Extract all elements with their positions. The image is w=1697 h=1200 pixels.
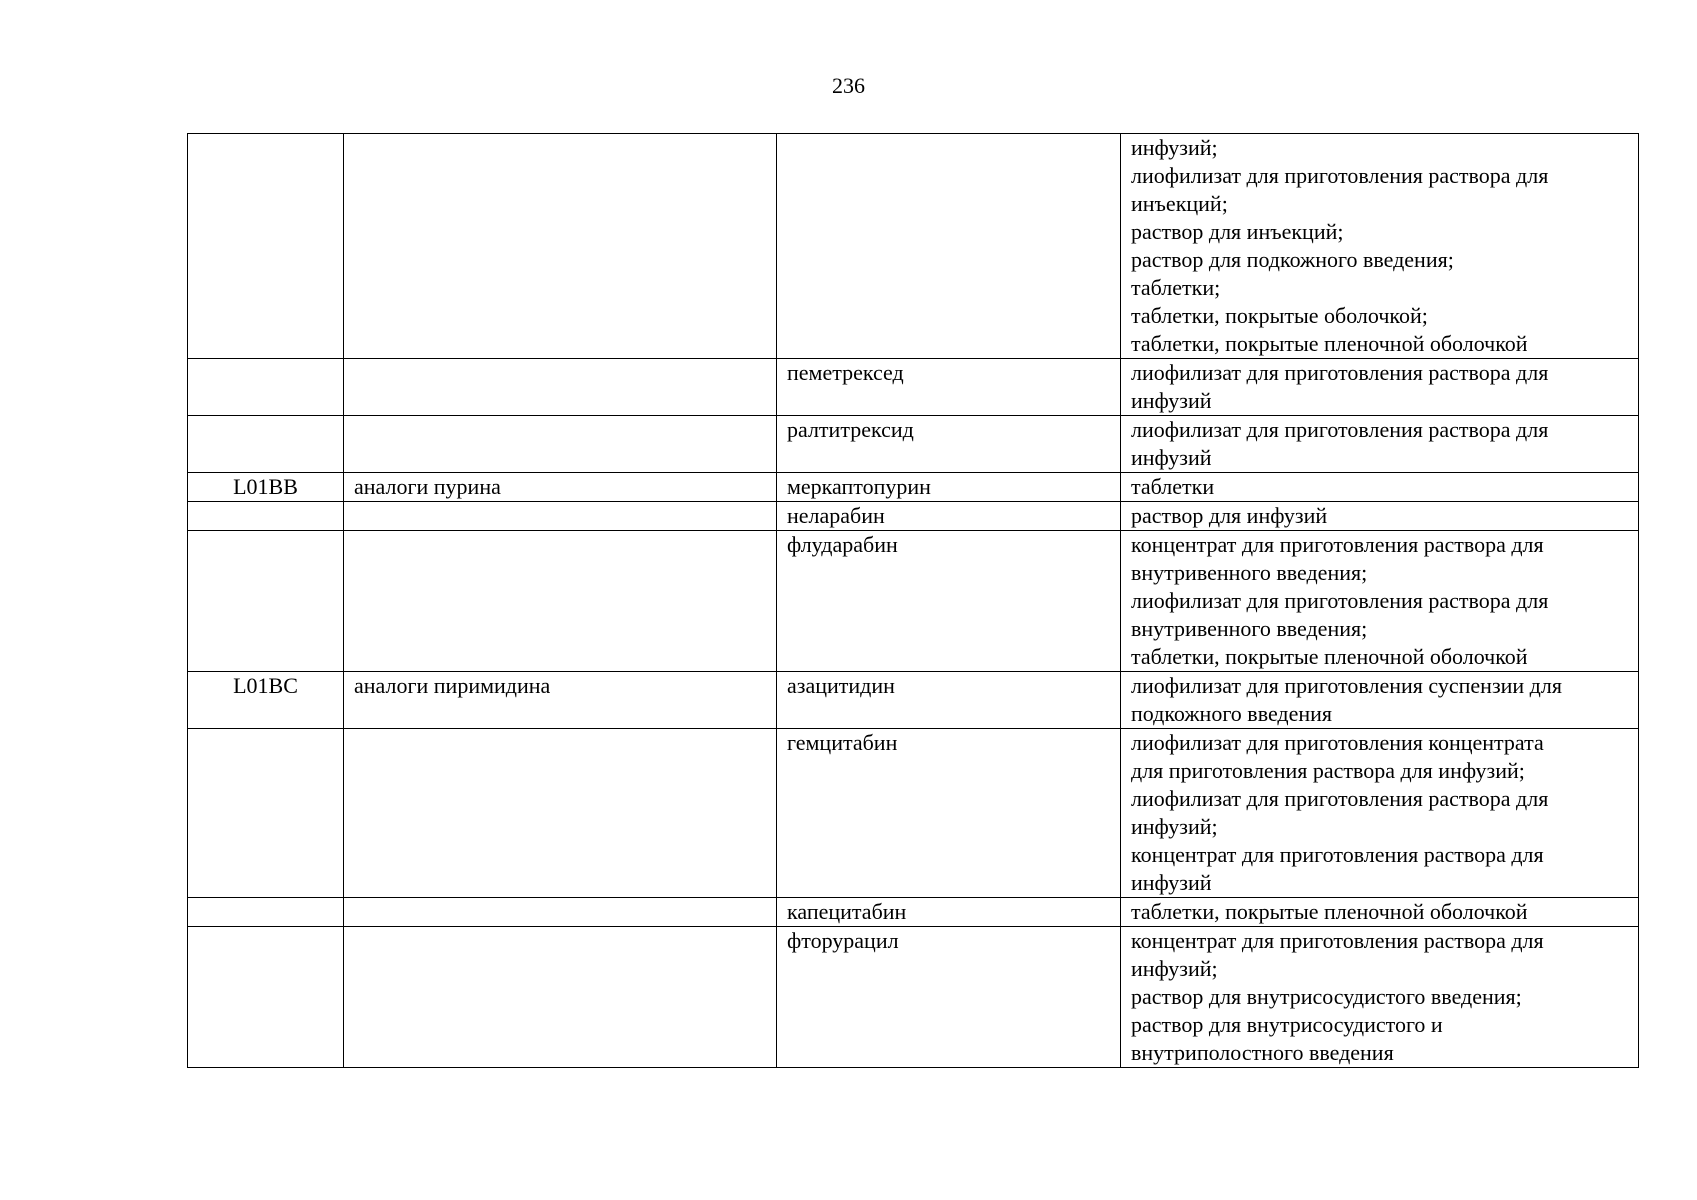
dosage-form-line: для приготовления раствора для инфузий; <box>1131 758 1525 783</box>
atc-code-cell <box>188 531 344 672</box>
drug-name-cell: ралтитрексид <box>777 416 1121 473</box>
dosage-form-line: инфузий; <box>1131 956 1218 981</box>
pharmacological-group-cell: аналоги пиримидина <box>344 672 777 729</box>
pharmacological-group-cell <box>344 359 777 416</box>
dosage-forms-cell <box>1121 473 1639 502</box>
dosage-form-line: инфузий <box>1131 870 1212 895</box>
dosage-forms-cell <box>1121 359 1639 416</box>
dosage-form-line: лиофилизат для приготовления раствора для <box>1131 163 1549 188</box>
atc-code-cell <box>188 729 344 898</box>
atc-code-cell: L01BC <box>188 672 344 729</box>
dosage-form-line: инфузий <box>1131 388 1212 413</box>
dosage-form-line: таблетки, покрытые оболочкой; <box>1131 303 1428 328</box>
table-row <box>188 729 1639 898</box>
dosage-form-line: внутриполостного введения <box>1131 1040 1394 1065</box>
dosage-form-line: таблетки <box>1131 474 1215 499</box>
dosage-forms-cell <box>1121 416 1639 473</box>
dosage-forms-cell <box>1121 672 1639 729</box>
table-row <box>188 531 1639 672</box>
atc-code-cell <box>188 502 344 531</box>
dosage-form-line: раствор для подкожного введения; <box>1131 247 1454 272</box>
drug-name-cell: фторурацил <box>777 927 1121 1068</box>
dosage-form-line: концентрат для приготовления раствора для <box>1131 532 1544 557</box>
drug-name-cell <box>777 134 1121 359</box>
dosage-form-line: инфузий <box>1131 445 1212 470</box>
dosage-form-line: таблетки, покрытые пленочной оболочкой <box>1131 644 1528 669</box>
dosage-form-line: внутривенного введения; <box>1131 616 1368 641</box>
pharmacological-group-cell <box>344 729 777 898</box>
atc-code-cell <box>188 134 344 359</box>
table-row <box>188 898 1639 927</box>
table-body <box>188 134 1639 1068</box>
table-row <box>188 416 1639 473</box>
drug-name-cell: флударабин <box>777 531 1121 672</box>
pharmacological-group-cell <box>344 502 777 531</box>
drug-name-cell: неларабин <box>777 502 1121 531</box>
dosage-form-line: инфузий; <box>1131 135 1218 160</box>
pharmacological-group-cell <box>344 416 777 473</box>
dosage-form-line: раствор для внутрисосудистого и <box>1131 1012 1443 1037</box>
table-row <box>188 134 1639 359</box>
dosage-form-line: таблетки; <box>1131 275 1221 300</box>
dosage-form-line: лиофилизат для приготовления раствора для <box>1131 588 1549 613</box>
dosage-forms-cell <box>1121 531 1639 672</box>
drug-name-cell: капецитабин <box>777 898 1121 927</box>
table-row <box>188 927 1639 1068</box>
drug-name-cell: пеметрексед <box>777 359 1121 416</box>
drug-name-cell: азацитидин <box>777 672 1121 729</box>
dosage-form-line: раствор для инъекций; <box>1131 219 1344 244</box>
dosage-forms-cell <box>1121 134 1639 359</box>
pharmacological-group-cell <box>344 898 777 927</box>
table-row <box>188 672 1639 729</box>
pharmacological-group-cell <box>344 134 777 359</box>
dosage-forms-cell <box>1121 927 1639 1068</box>
pharmacological-group-cell: аналоги пурина <box>344 473 777 502</box>
page-number: 236 <box>832 73 865 98</box>
dosage-forms-cell <box>1121 502 1639 531</box>
dosage-form-line: концентрат для приготовления раствора для <box>1131 842 1544 867</box>
dosage-form-line: инъекций; <box>1131 191 1228 216</box>
dosage-form-line: лиофилизат для приготовления раствора для <box>1131 786 1549 811</box>
dosage-form-line: инфузий; <box>1131 814 1218 839</box>
atc-code-cell <box>188 416 344 473</box>
atc-code-cell <box>188 898 344 927</box>
atc-code-cell <box>188 359 344 416</box>
dosage-form-line: лиофилизат для приготовления раствора для <box>1131 417 1549 442</box>
table-row <box>188 473 1639 502</box>
table-row <box>188 359 1639 416</box>
pharmacological-group-cell <box>344 927 777 1068</box>
dosage-form-line: лиофилизат для приготовления концентрата <box>1131 730 1544 755</box>
pharmacological-group-cell <box>344 531 777 672</box>
dosage-form-line: лиофилизат для приготовления раствора для <box>1131 360 1549 385</box>
dosage-form-line: внутривенного введения; <box>1131 560 1368 585</box>
dosage-form-line: таблетки, покрытые пленочной оболочкой <box>1131 899 1528 924</box>
drug-name-cell: гемцитабин <box>777 729 1121 898</box>
atc-code-cell: L01BB <box>188 473 344 502</box>
dosage-form-line: раствор для внутрисосудистого введения; <box>1131 984 1522 1009</box>
dosage-form-line: таблетки, покрытые пленочной оболочкой <box>1131 331 1528 356</box>
dosage-forms-cell <box>1121 729 1639 898</box>
dosage-form-line: раствор для инфузий <box>1131 503 1328 528</box>
drug-table <box>187 133 1639 1068</box>
table-row <box>188 502 1639 531</box>
dosage-form-line: лиофилизат для приготовления суспензии для <box>1131 673 1562 698</box>
drug-name-cell: меркаптопурин <box>777 473 1121 502</box>
dosage-forms-cell <box>1121 898 1639 927</box>
atc-code-cell <box>188 927 344 1068</box>
dosage-form-line: подкожного введения <box>1131 701 1333 726</box>
dosage-form-line: концентрат для приготовления раствора для <box>1131 928 1544 953</box>
